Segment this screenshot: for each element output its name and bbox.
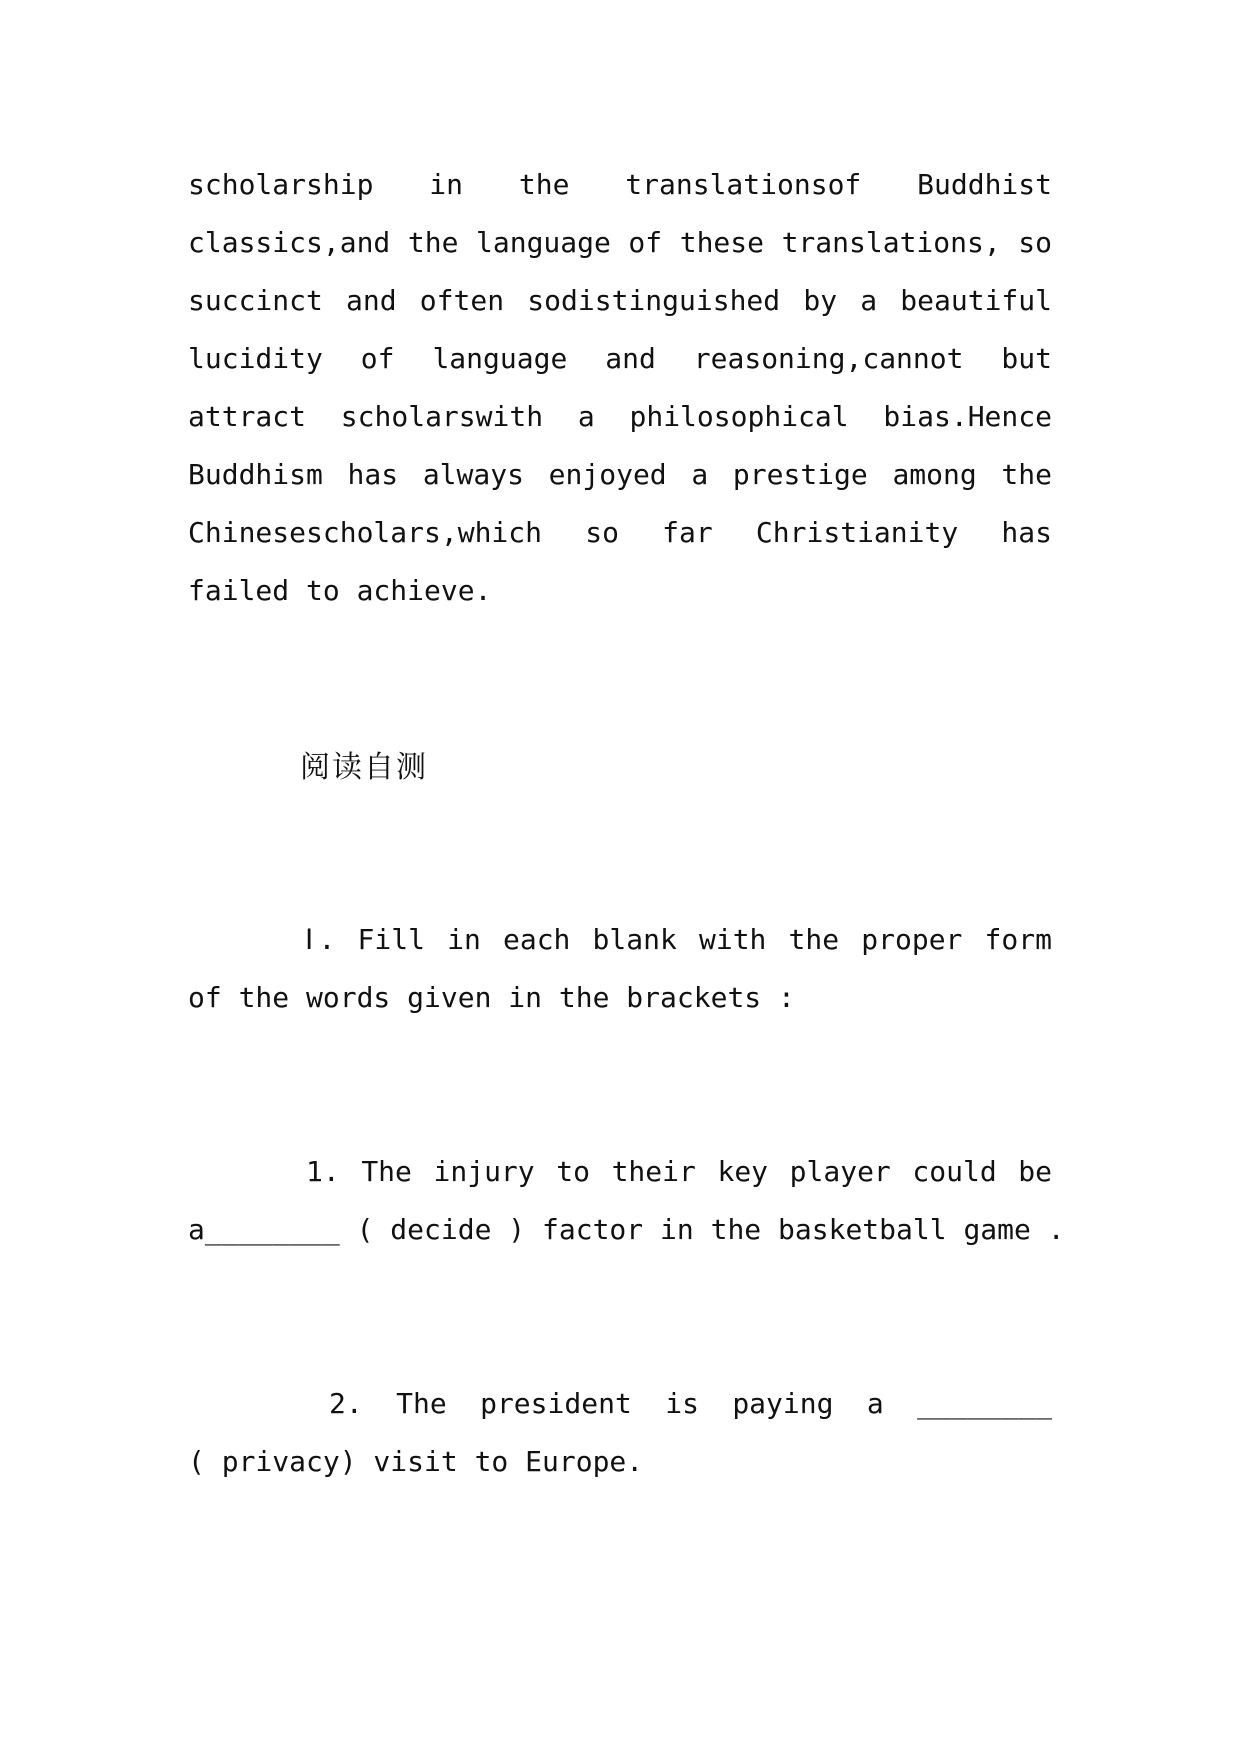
question-2-line: ( privacy) visit to Europe. (188, 1445, 644, 1478)
paragraph-line: Buddhism has always enjoyed a prestige among the (188, 458, 1052, 491)
paragraph-line: classics,and the language of these translations, so (188, 226, 1052, 259)
paragraph-line: scholarship in the translationsof Buddhist (188, 168, 1052, 201)
paragraph-line: Chinesescholars,which so far Christianity has (188, 516, 1052, 549)
question-1-line: 1. The injury to their key player could be (306, 1155, 1052, 1188)
instruction-line: Ⅰ. Fill in each blank with the proper form (305, 923, 1052, 956)
paragraph-line: lucidity of language and reasoning,cannot but (188, 342, 1052, 375)
question-2-line: 2. The president is paying a ________ (329, 1387, 1052, 1420)
instruction-line: of the words given in the brackets : (188, 981, 795, 1014)
paragraph-line: failed to achieve. (188, 574, 492, 607)
section-heading: 阅读自测 (300, 750, 428, 785)
question-1-line: a________ ( decide ) factor in the basketball game . (188, 1213, 1065, 1246)
paragraph-line: attract scholarswith a philosophical bias.Hence (188, 400, 1052, 433)
paragraph-line: succinct and often sodistinguished by a beautiful (188, 284, 1052, 317)
